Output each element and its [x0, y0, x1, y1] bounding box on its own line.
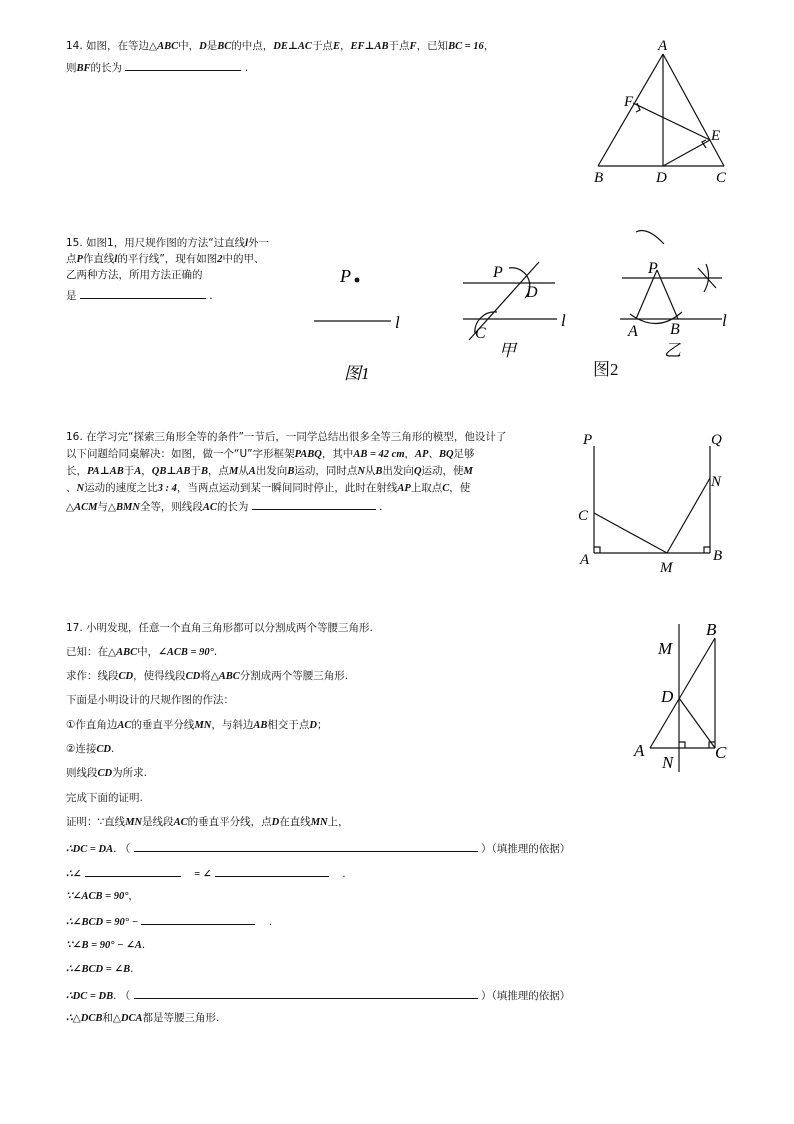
q17-segment-cd: CD [97, 768, 113, 779]
q17-point-d: D [271, 817, 280, 828]
q14-text: 于点 [388, 40, 410, 52]
q17-segment-ac: AC [173, 817, 188, 828]
q17-dc-eq-da: ∴DC = DA [66, 844, 114, 855]
q16-text: 上取点 [410, 482, 443, 494]
q14-figure [588, 36, 738, 186]
q14-text: 中， [178, 40, 200, 52]
q17-text: . [130, 963, 134, 975]
q17-tri-dcb: ∴△DCB [66, 1013, 103, 1024]
q14-label-f: F [624, 94, 634, 110]
q14-text: ， [483, 40, 495, 52]
q14-text: 的中点， [231, 40, 274, 52]
q17-reason-blank-1[interactable] [134, 841, 478, 852]
q14-text: . [244, 62, 249, 74]
q16-segment-bq: BQ [438, 449, 454, 460]
q17-line-mn: MN [125, 817, 143, 828]
q17-step2 [66, 743, 114, 756]
q17-segment-cd [679, 698, 715, 748]
q16-line2 [66, 448, 475, 461]
q17-proof-row1 [66, 841, 570, 856]
q17-tri-abc: △ABC [108, 647, 138, 658]
q15-yi-segment-pa [636, 270, 657, 319]
q16-text: ， [141, 465, 152, 477]
q17-text: 在直线 [279, 816, 311, 828]
q17-text: 都是等腰三角形. [142, 1012, 220, 1024]
q14-label-a: A [658, 38, 668, 54]
q16-text: ，其中 [321, 448, 354, 460]
q16-text: 足够 [453, 448, 475, 460]
q14-side-ab [598, 54, 663, 166]
q17-angle-blank-2[interactable] [215, 866, 329, 877]
q15-yi-caption: 乙 [664, 341, 681, 360]
q15-line-l: l [245, 238, 249, 249]
q15-line2 [66, 253, 265, 266]
q17-text: ， [128, 890, 139, 902]
q16-pa-perp-ab: PA⊥AB [87, 466, 124, 477]
q14-text: 14. 如图，在等边 [66, 40, 150, 52]
q17-point-d: D [309, 720, 317, 731]
q15-jia-label-p: P [493, 264, 503, 281]
q17-seek [66, 670, 348, 683]
q15-answer-blank[interactable] [80, 288, 206, 299]
q17-angle-acb: ∠ACB = 90° [158, 647, 214, 658]
q14-label-d: D [656, 170, 667, 186]
q14-point-d: D [199, 41, 207, 52]
q17-title: 17. 小明发现，任意一个直角三角形都可以分割成两个等腰三角形. [66, 622, 373, 634]
q17-method-intro: 下面是小明设计的尺规作图的作法： [66, 694, 234, 706]
q15-fig1-caption: 图1 [344, 364, 370, 383]
q15-figure-1 [306, 258, 416, 388]
q17-text: ②连接 [66, 743, 97, 755]
q17-known [66, 646, 217, 659]
q16-answer-blank[interactable] [252, 499, 376, 510]
q17-text: 已知：在 [66, 646, 108, 658]
q16-point-a: A [134, 466, 142, 477]
q15-figure-yi [612, 228, 736, 362]
q15-text: . [209, 290, 213, 302]
q17-tri-abc: △ABC [210, 671, 240, 682]
q14-label-e: E [711, 128, 721, 144]
q15-jia-label-d: D [526, 284, 538, 301]
q14-de-perp-ac: DE⊥AC [273, 41, 312, 52]
q17-tri-dca: △DCA [112, 1013, 143, 1024]
q17-text: ，与斜边 [211, 719, 254, 731]
q17-text: ）（填推理的依据） [480, 990, 571, 1002]
q17-right-angle-n [679, 742, 685, 748]
q15-point-p: P [76, 254, 83, 265]
q17-label-n: N [662, 753, 674, 772]
q16-label-a: A [580, 552, 590, 568]
q17-segment-ac: AC [117, 720, 132, 731]
q16-point-n: N [357, 466, 365, 477]
q17-text: ）（填推理的依据） [480, 843, 571, 855]
q16-point-a: A [248, 466, 256, 477]
q15-fig1-label-l: l [395, 313, 400, 332]
q15-text: 中的甲、 [222, 253, 265, 265]
q16-label-p: P [583, 432, 593, 448]
q17-line-mn: MN [310, 817, 328, 828]
q16-text: 长， [66, 465, 87, 477]
q17-text: ①作直角边 [66, 719, 118, 731]
q16-line4 [66, 482, 470, 495]
q16-text: 、 [66, 482, 77, 494]
q14-tri-abc: △ABC [149, 41, 179, 52]
q17-text: 证明：∵直线 [66, 816, 126, 828]
q17-dc-eq-db: ∴DC = DB [66, 991, 114, 1002]
q15-yi-label-p: P [648, 260, 658, 277]
q15-yi-arc-top [636, 231, 664, 245]
q16-line3 [66, 465, 473, 478]
q16-point-b: B [200, 466, 208, 477]
q17-text: . [213, 646, 218, 658]
q15-yi-label-l: l [722, 311, 727, 330]
q14-bc-16: BC = 16 [448, 41, 484, 52]
q15-text: 15. 如图1，用尺规作图的方法“过直线 [66, 237, 246, 249]
q15-fig1-point-p [355, 278, 360, 283]
q17-segment-cd: CD [185, 671, 201, 682]
q14-point-e: E [332, 41, 340, 52]
q14-line1 [66, 40, 494, 53]
q16-point-n: N [76, 483, 85, 494]
q15-fig2-caption: 图2 [593, 360, 619, 379]
q16-text: 于 [123, 465, 135, 477]
q16-figure [576, 426, 736, 582]
q16-point-b: B [287, 466, 295, 477]
q14-segment-ef [633, 103, 710, 140]
q16-text: . [379, 501, 383, 513]
q15-line1 [66, 237, 269, 250]
q16-text: 、 [428, 448, 439, 460]
q16-text: 出发向 [382, 465, 414, 477]
q17-reason-blank-2[interactable] [134, 988, 478, 999]
q15-text: 的平行线”，现有如图 [117, 253, 218, 265]
q15-line3: 乙两种方法，所用方法正确的 [66, 269, 203, 281]
q16-point-m: M [228, 466, 239, 477]
q17-angle-acb-90: ∵∠ACB = 90° [66, 891, 129, 902]
q14-segment-bf: BF [76, 63, 91, 74]
q16-text: 与 [97, 501, 108, 513]
q17-label-c: C [715, 743, 727, 762]
q15-yi-segment-pb [657, 270, 678, 319]
q17-proof-row4 [66, 914, 272, 929]
q15-jia-label-c: C [475, 325, 486, 342]
q17-text: 和 [102, 1012, 113, 1024]
q16-label-n: N [711, 474, 722, 490]
q17-text: . [342, 868, 346, 880]
q17-complete-proof: 完成下面的证明. [66, 792, 143, 804]
q17-proof-row7 [66, 988, 570, 1003]
q16-segment-ap: AP [415, 449, 429, 460]
q17-text: ； [316, 719, 328, 731]
q16-text: ， [404, 448, 416, 460]
q17-proof-row8 [66, 1012, 219, 1025]
q17-proof-row3 [66, 890, 139, 903]
q17-label-d: D [661, 687, 674, 706]
q16-speed-ratio: 3 : 4 [157, 483, 177, 494]
q17-angle-b-expr: ∵∠B = 90° − ∠A [66, 940, 142, 951]
q16-ab-42: AB = 42 cm [353, 449, 405, 460]
q17-text: . （ [113, 990, 131, 1002]
q17-text: 将 [200, 670, 211, 682]
q17-segment-cd: CD [96, 744, 112, 755]
q17-line-mn: MN [194, 720, 212, 731]
q17-text: 则线段 [66, 767, 98, 779]
q16-tri-acm: △ACM [66, 502, 98, 513]
q16-text: 全等，则线段 [139, 501, 203, 513]
q15-fig-num: 2 [217, 254, 223, 265]
q15-line4 [66, 288, 213, 303]
q17-label-b: B [706, 620, 717, 639]
q15-jia-label-l: l [561, 311, 566, 330]
q16-segment-ac: AC [202, 502, 217, 513]
q15-text: 是 [66, 290, 77, 302]
q17-text: 求作：线段 [66, 670, 119, 682]
q17-text: . [111, 743, 115, 755]
q16-segment-cm [594, 513, 667, 553]
q16-qb-perp-ab: QB⊥AB [151, 466, 191, 477]
q16-segment-mn [667, 478, 710, 553]
q17-figure [628, 618, 740, 776]
q17-label-a: A [634, 741, 645, 760]
q15-fig1-label-p: P [340, 266, 351, 286]
q16-line1: 16. 在学习完“探索三角形全等的条件”一节后，一同学总结出很多全等三角形的模型，他设计了 [66, 431, 507, 443]
q14-label-c: C [716, 170, 727, 186]
q17-proof-row5 [66, 939, 145, 952]
q16-frame-pabq: PABQ [294, 449, 322, 460]
q16-label-b: B [713, 548, 723, 564]
q16-text: 于 [190, 465, 201, 477]
q16-ray-ap: AP [397, 483, 411, 494]
q16-text: 运动，同时点 [294, 465, 358, 477]
q15-line-l: l [114, 254, 118, 265]
q16-label-c: C [578, 508, 589, 524]
q17-text: . （ [113, 843, 131, 855]
q14-segment-bc: BC [217, 41, 232, 52]
q17-label-m: M [658, 639, 673, 658]
q17-proof-row2 [66, 866, 346, 881]
q14-text: 于点 [311, 40, 333, 52]
q17-step1 [66, 719, 327, 732]
q17-segment-ab: AB [253, 720, 268, 731]
q16-point-q: Q [413, 466, 422, 477]
q17-angle-blank-3[interactable] [141, 914, 255, 925]
q17-text: ，使得线段 [133, 670, 186, 682]
q14-answer-blank[interactable] [125, 60, 241, 71]
q16-text: 的长为 [216, 501, 249, 513]
q14-line2 [66, 60, 248, 75]
q16-point-c: C [442, 483, 450, 494]
q17-angle-bcd-eq-b: ∴∠BCD = ∠B [66, 964, 131, 975]
q17-text: 的垂直平分线 [131, 719, 195, 731]
q17-proof-intro [66, 816, 349, 829]
q17-text: . [141, 939, 146, 951]
q16-text: 从 [238, 465, 249, 477]
q16-text: ，点 [207, 465, 229, 477]
q15-text: 点 [66, 253, 77, 265]
q17-angle-blank-1[interactable] [85, 866, 181, 877]
q17-segment-cd: CD [118, 671, 134, 682]
q14-text: ， [339, 40, 351, 52]
q17-text: . [268, 916, 273, 928]
q14-point-f: F [409, 41, 417, 52]
q14-ef-perp-ab: EF⊥AB [350, 41, 389, 52]
q15-text: 作直线 [82, 253, 115, 265]
q16-point-b: B [375, 466, 383, 477]
q16-line5 [66, 499, 382, 514]
q16-label-m: M [660, 560, 673, 576]
q17-text: 分割成两个等腰三角形. [239, 670, 349, 682]
q17-text: 上， [327, 816, 349, 828]
q15-yi-label-b: B [670, 321, 680, 338]
q17-angle-equals: = ∠ [194, 869, 212, 880]
q16-text: 从 [364, 465, 376, 477]
q16-right-angle-a [594, 547, 600, 553]
q17-angle-prefix: ∴∠ [66, 869, 82, 880]
q16-text: 运动的速度之比 [84, 482, 158, 494]
q16-point-m: M [463, 466, 473, 477]
q14-text: 的长为 [90, 62, 123, 74]
q15-figure-jia [455, 248, 575, 363]
q16-label-q: Q [711, 432, 722, 448]
q17-proof-row6 [66, 963, 133, 976]
q15-yi-label-a: A [628, 323, 638, 340]
q17-angle-bcd-expr: ∴∠BCD = 90° − [66, 917, 138, 928]
q14-text: 则 [66, 62, 77, 74]
q16-right-angle-b [704, 547, 710, 553]
q15-jia-caption: 甲 [499, 341, 516, 360]
q17-text: 中， [137, 646, 159, 658]
q16-text: ，当两点运动到某一瞬间同时停止，此时在射线 [176, 482, 398, 494]
q17-text: 为所求. [112, 767, 147, 779]
q15-text: 外一 [248, 237, 270, 249]
q14-label-b: B [594, 170, 604, 186]
q16-text: ，使 [449, 482, 471, 494]
q14-text: ，已知 [416, 40, 449, 52]
q14-text: 是 [206, 40, 218, 52]
q17-text: 的垂直平分线，点 [187, 816, 272, 828]
q17-text: 相交于点 [267, 719, 310, 731]
q17-result [66, 767, 147, 780]
q16-text: 以下问题给同桌解决：如图，做一个“U”字形框架 [66, 448, 295, 460]
q17-text: 是线段 [142, 816, 174, 828]
q16-text: 出发向 [255, 465, 288, 477]
q16-tri-bmn: △BMN [107, 502, 140, 513]
q16-text: 运动，使 [421, 465, 464, 477]
